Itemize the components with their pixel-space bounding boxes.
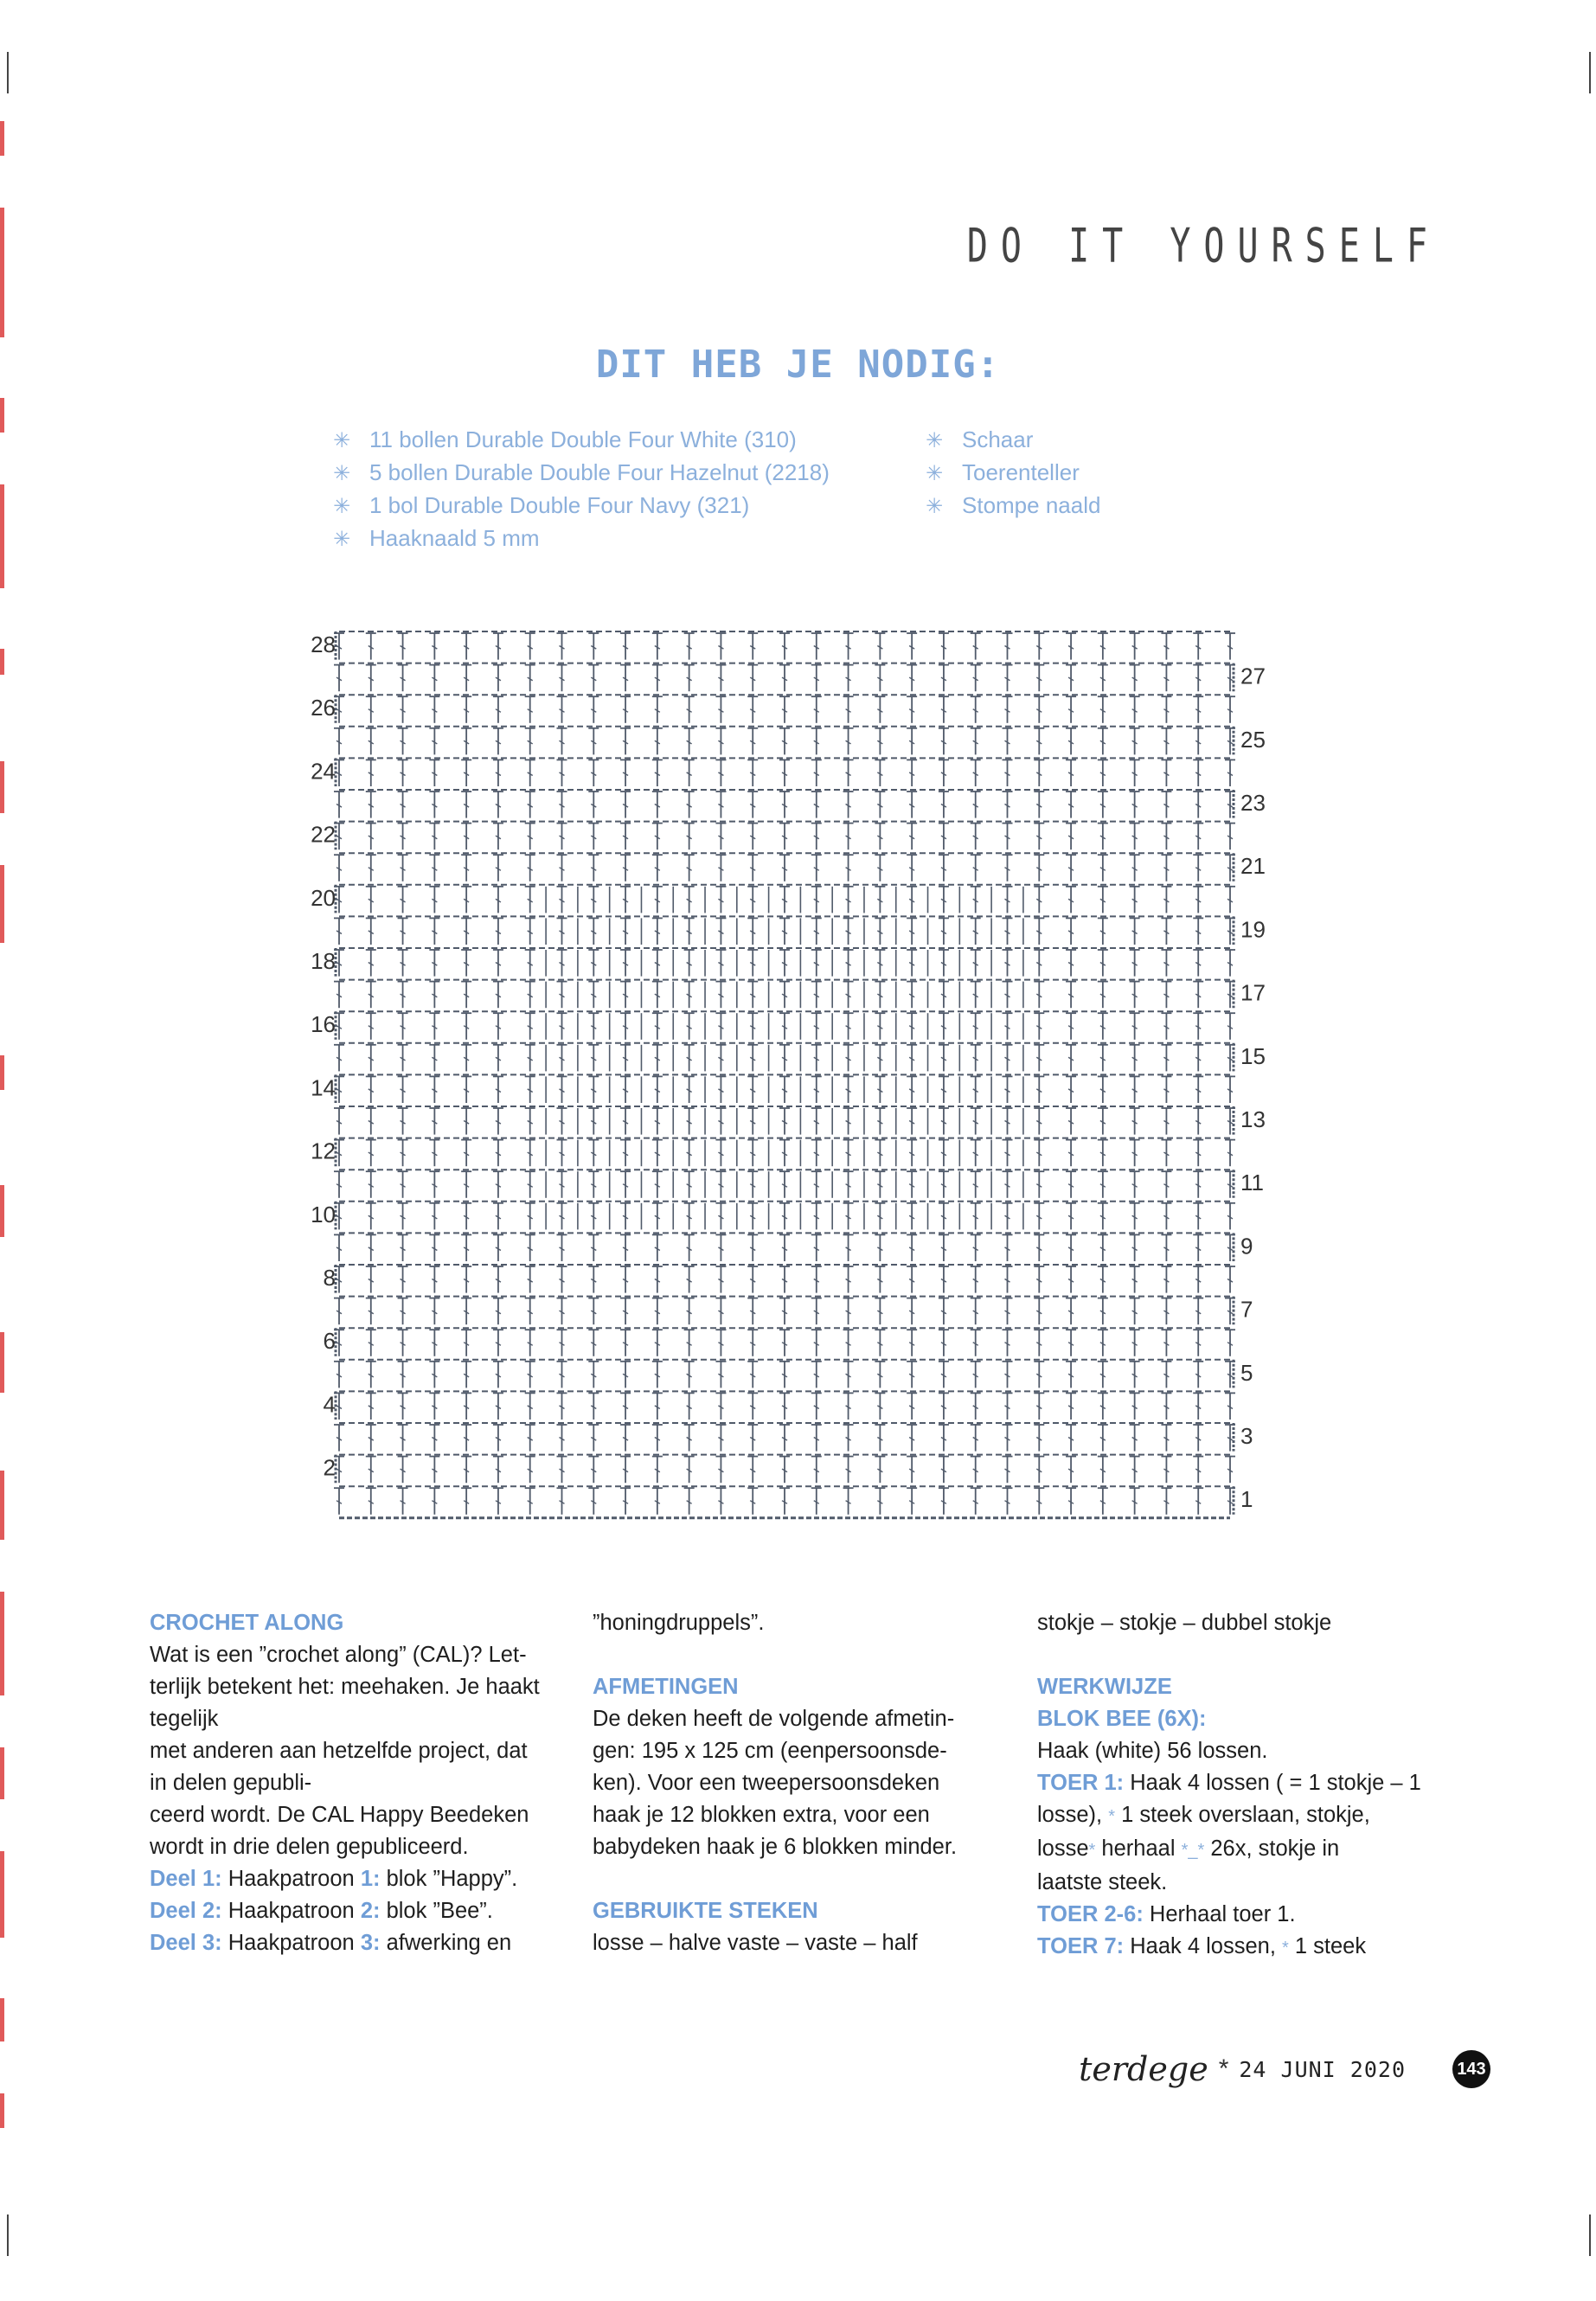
row-label-left: 16 [311,1011,336,1038]
body-line: losse – halve vaste – vaste – half [593,1931,918,1955]
row-label-left: 24 [311,758,336,785]
issue-date: 24 JUNI 2020 [1239,2056,1406,2082]
text-column-3 [1037,1607,1444,1965]
list-item: ✳ Haaknaald 5 mm [333,522,830,555]
list-item: ✳ Schaar [926,424,1100,457]
part-1-line: Deel 1: Haakpatroon 1: blok ”Happy”. [150,1867,518,1891]
row-label-right: 27 [1240,663,1266,689]
body-line: haak je 12 blokken extra, voor een [593,1803,930,1827]
materials-list-right [926,424,1100,522]
body-line: stokje – stokje – dubbel stokje [1037,1611,1332,1635]
page-footer [1079,2050,1490,2088]
text-column-1 [150,1607,556,1959]
asterisk-marker: * [1282,1939,1289,1958]
heading-crochet-along: CROCHET ALONG [150,1611,344,1635]
asterisk-range-marker: *_* [1181,1841,1205,1860]
asterisk-icon: ✳ [333,528,351,551]
body-line: in delen gepubli- [150,1771,312,1795]
row-label-right: 15 [1240,1042,1266,1069]
list-item: ✳ Toerenteller [926,457,1100,490]
body-line: ceerd wordt. De CAL Happy Beedeken [150,1803,529,1827]
body-line: Wat is een ”crochet along” (CAL)? Let- [150,1643,527,1667]
asterisk-marker: * [1088,1841,1096,1860]
row-label-right: 17 [1240,979,1266,1006]
row-label-right: 7 [1240,1296,1253,1323]
part-2-line: Deel 2: Haakpatroon 2: blok ”Bee”. [150,1899,493,1923]
body-line: De deken heeft de volgende afmetin- [593,1707,955,1731]
crop-mark [7,52,9,93]
row-label-left: 12 [311,1138,336,1164]
row-label-right: 3 [1240,1423,1253,1449]
crop-mark [7,2214,9,2256]
row-label-left: 2 [323,1454,336,1481]
body-line: terlijk betekent het: meehaken. Je haakt [150,1675,540,1699]
heading-gebruikte-steken: GEBRUIKTE STEKEN [593,1899,818,1923]
body-line: Haak (white) 56 lossen. [1037,1739,1268,1763]
row-label-right: 1 [1240,1486,1253,1513]
row-label-right: 21 [1240,853,1266,880]
asterisk-icon: ✳ [926,429,944,452]
asterisk-marker: * [1108,1807,1115,1826]
materials-list-left [333,424,830,555]
page-edge-bleed [0,121,5,2163]
brand-logo: terdege [1079,2050,1208,2088]
heading-blok-bee: BLOK BEE (6X): [1037,1707,1207,1731]
crop-mark [1589,52,1591,93]
needs-heading: DIT HEB JE NODIG: [595,343,1001,387]
body-line: gen: 195 x 125 cm (eenpersoonsde- [593,1739,947,1763]
round-1-line: losse), * 1 steek overslaan, stokje, [1037,1803,1370,1827]
crop-mark [1589,2214,1591,2256]
page-number: 143 [1452,2050,1490,2088]
section-label: DO IT YOURSELF [966,220,1440,274]
body-line: met anderen aan hetzelfde project, dat [150,1739,528,1763]
round-1-line: TOER 1: Haak 4 lossen ( = 1 stokje – 1 [1037,1771,1421,1795]
list-item: ✳ 1 bol Durable Double Four Navy (321) [333,490,830,522]
round-1-line: losse* herhaal *_* 26x, stokje in [1037,1836,1340,1861]
row-label-left: 18 [311,948,336,974]
row-label-left: 6 [323,1328,336,1355]
row-label-left: 22 [311,821,336,848]
part-3-line: Deel 3: Haakpatroon 3: afwerking en [150,1931,512,1955]
row-label-left: 28 [311,631,336,657]
asterisk-icon: ✳ [333,495,351,518]
heading-afmetingen: AFMETINGEN [593,1675,739,1699]
asterisk-icon: ✳ [333,429,351,452]
body-line: tegelijk [150,1707,219,1731]
body-line: ”honingdruppels”. [593,1611,765,1635]
row-label-left: 10 [311,1201,336,1227]
round-2-6-line: TOER 2-6: Herhaal toer 1. [1037,1902,1296,1926]
row-label-right: 19 [1240,916,1266,943]
heading-werkwijze: WERKWIJZE [1037,1675,1172,1699]
round-7-line: TOER 7: Haak 4 lossen, * 1 steek [1037,1934,1367,1958]
asterisk-icon: ✳ [333,462,351,485]
row-label-right: 11 [1240,1170,1264,1196]
asterisk-icon: * [1218,2054,1229,2083]
round-1-line: laatste steek. [1037,1870,1168,1894]
row-label-right: 25 [1240,726,1266,753]
list-item: ✳ 5 bollen Durable Double Four Hazelnut (2218) [333,457,830,490]
row-label-left: 20 [311,884,336,911]
row-label-left: 26 [311,695,336,721]
text-column-2 [593,1607,999,1959]
row-label-right: 13 [1240,1106,1266,1132]
row-label-right: 23 [1240,790,1266,816]
asterisk-icon: ✳ [926,495,944,518]
body-line: ken). Voor een tweepersoonsdeken [593,1771,940,1795]
body-line: wordt in drie delen gepubliceerd. [150,1835,469,1859]
row-label-right: 5 [1240,1359,1253,1386]
list-item: ✳ Stompe naald [926,490,1100,522]
row-label-left: 8 [323,1265,336,1291]
row-label-left: 4 [323,1391,336,1418]
row-label-left: 14 [311,1074,336,1101]
body-line: babydeken haak je 6 blokken minder. [593,1835,958,1859]
asterisk-icon: ✳ [926,462,944,485]
row-label-right: 9 [1240,1233,1253,1259]
crochet-chart [294,614,1280,1540]
list-item: ✳ 11 bollen Durable Double Four White (310) [333,424,830,457]
